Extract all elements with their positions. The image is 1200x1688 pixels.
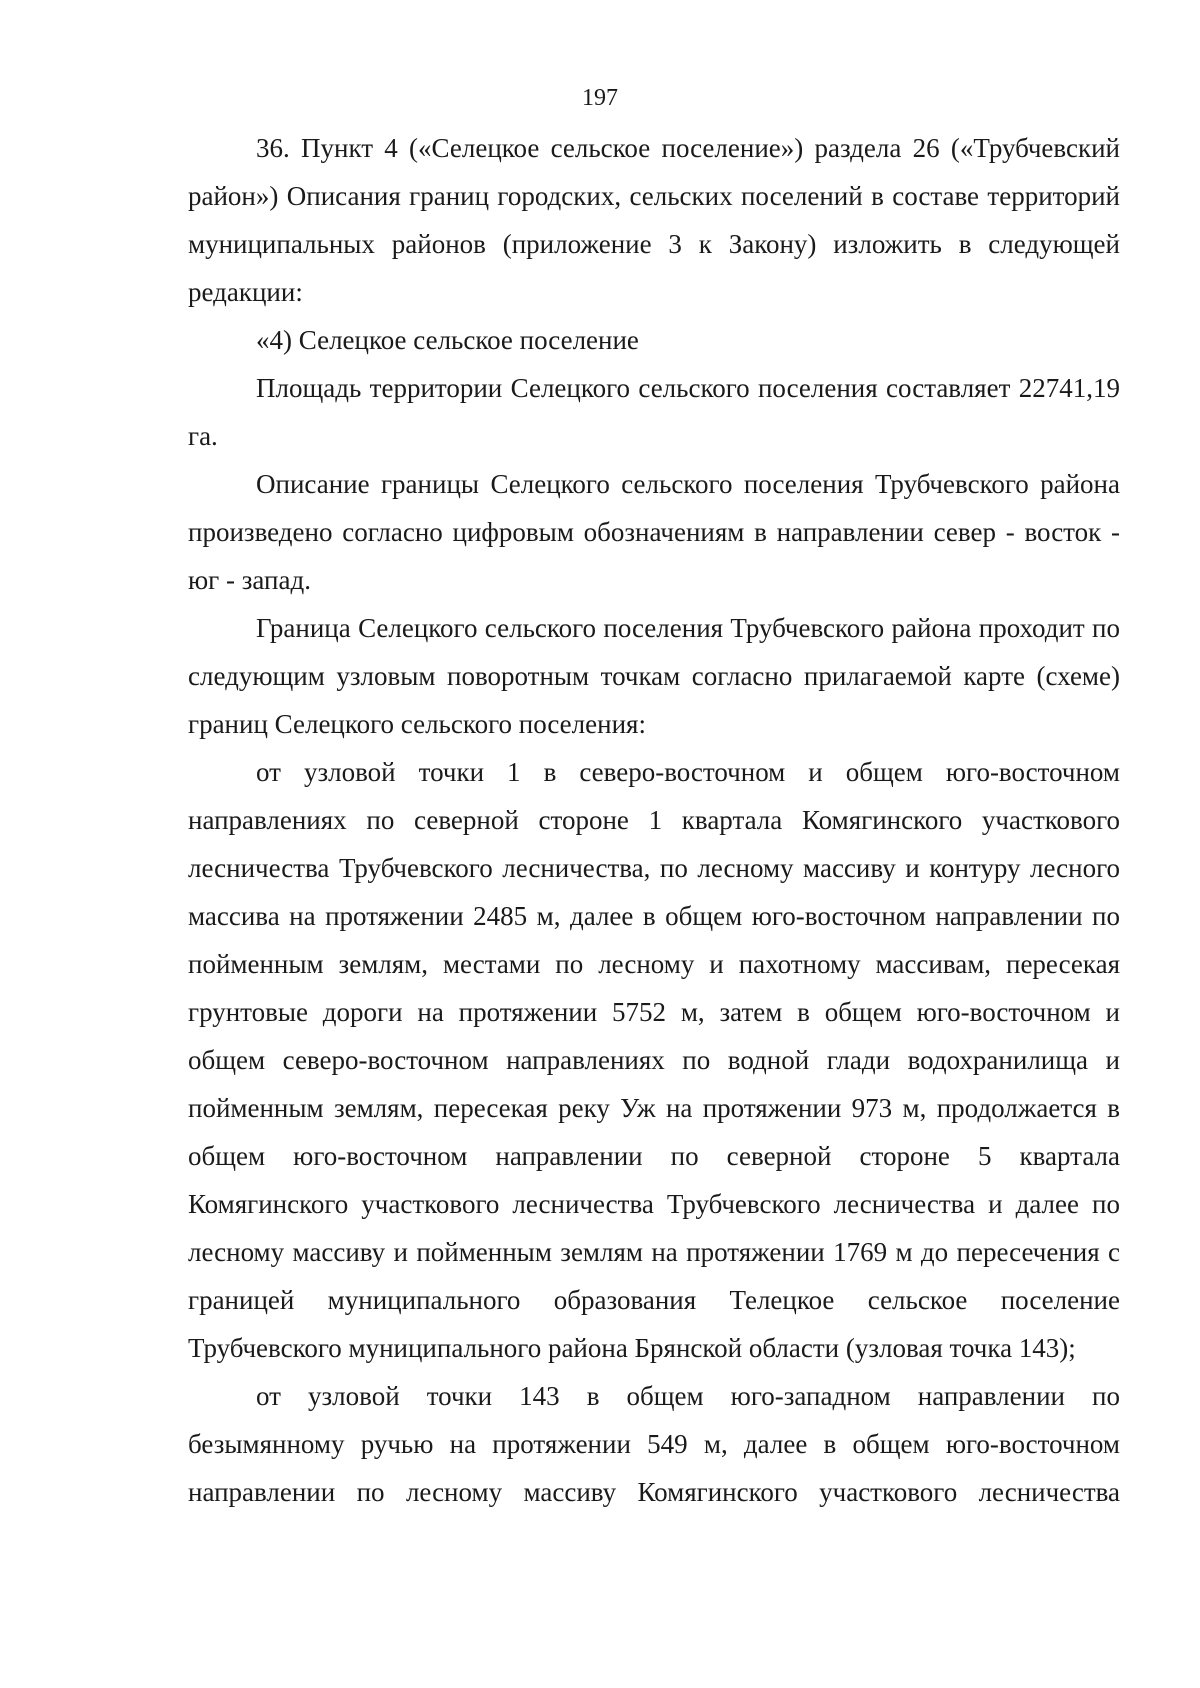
paragraph-boundary-intro: Граница Селецкого сельского поселения Трубчевского района проходит по следующим узловым поворотным точкам согласно прилагаемой карте (схеме) границ Селецкого сельского поселения:	[188, 613, 1120, 739]
document-body	[188, 124, 1120, 1516]
page-number: 197	[582, 85, 618, 111]
paragraph-amendment: 36. Пункт 4 («Селецкое сельское поселение») раздела 26 («Трубчевский район») Описания границ городских, сельских поселений в составе территорий муниципальных районов (приложение 3 к Закону) изложить в следующей редакции:	[188, 133, 1120, 307]
paragraph-boundary-point-1: от узловой точки 1 в северо-восточном и общем юго-восточном направлениях по северной стороне 1 квартала Комягинского участкового лесничества Трубчевского лесничества, по лесному массиву и контуру лесного массива на протяжении 2485 м, далее в общем юго-восточном направлении по пойменным землям, местами по лесному и пахотному массивам, пересекая грунтовые дороги на протяжении 5752 м, затем в общем юго-восточном и общем северо-восточном направлениях по водной глади водохранилища и пойменным землям, пересекая реку Уж на протяжении 973 м, продолжается в общем юго-восточном направлении по северной стороне 5 квартала Комягинского участкового лесничества Трубчевского лесничества и далее по лесному массиву и пойменным землям на протяжении 1769 м до пересечения с границей муниципального образования Телецкое сельское поселение Трубчевского муниципального района Брянской области (узловая точка 143);	[188, 757, 1120, 1363]
paragraph-description: Описание границы Селецкого сельского поселения Трубчевского района произведено согласно цифровым обозначениям в направлении север - восток - юг - запад.	[188, 469, 1120, 595]
paragraph-settlement-heading: «4) Селецкое сельское поселение	[256, 325, 639, 355]
paragraph-boundary-point-143: от узловой точки 143 в общем юго-западном направлении по безымянному ручью на протяжении 549 м, далее в общем юго-восточном направлении по лесному массиву Комягинского участкового лесничества	[188, 1381, 1120, 1507]
paragraph-area: Площадь территории Селецкого сельского поселения составляет 22741,19 га.	[188, 373, 1120, 451]
